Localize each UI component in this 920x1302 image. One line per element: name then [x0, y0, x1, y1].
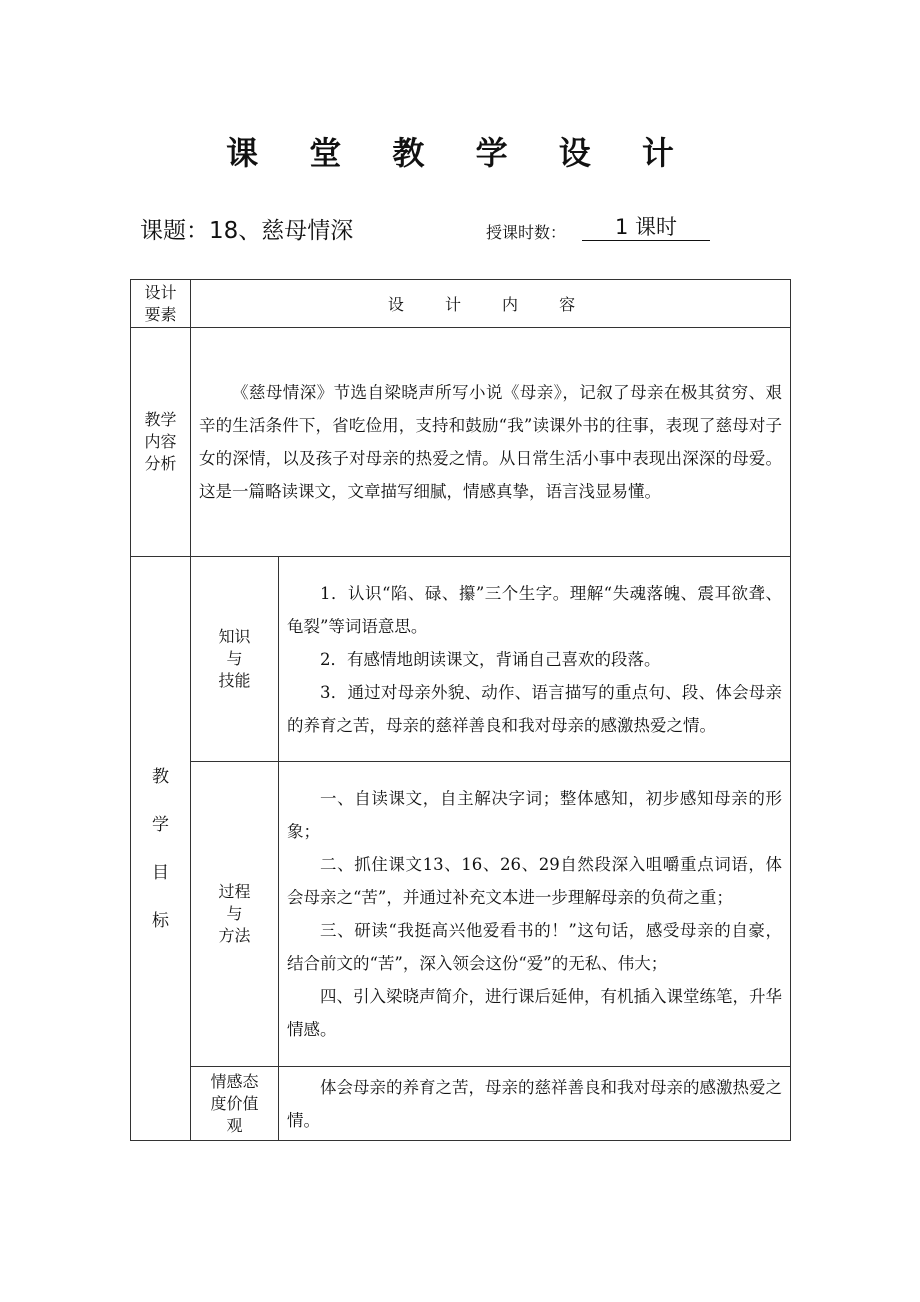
- process-label-2: 与: [226, 904, 243, 923]
- content-analysis-label: [131, 328, 191, 557]
- process-item: 二、抓住课文13、16、26、29自然段深入咀嚼重点词语，体会母亲之“苦”，并通过补充文本进一步理解母亲的负荷之重；: [287, 855, 783, 907]
- emotion-row: [131, 1067, 791, 1141]
- process-row: [131, 762, 791, 1067]
- process-methods-cell: [279, 762, 791, 1067]
- emotion-text: 体会母亲的养育之苦，母亲的慈祥善良和我对母亲的感激热爱之情。: [287, 1077, 783, 1130]
- process-methods-label: [191, 762, 279, 1067]
- lesson-subject: 课题：18、慈母情深: [140, 218, 354, 244]
- knowledge-row: [131, 557, 791, 762]
- class-hours-value: 1 课时: [582, 214, 710, 241]
- emotion-label-2: 度价值: [210, 1093, 259, 1113]
- knowledge-item: 3．通过对母亲外貌、动作、语言描写的重点句、段、体会母亲的养育之苦，母亲的慈祥善良和我对母亲的感激热爱之情。: [287, 682, 783, 735]
- document-title: 课 堂 教 学 设 计: [226, 134, 694, 172]
- knowledge-label-1: 知识: [218, 627, 251, 646]
- knowledge-skills-cell: [279, 557, 791, 762]
- knowledge-item: 1．认识“陷、碌、攥”三个生字。理解“失魂落魄、震耳欲聋、龟裂”等词语意思。: [287, 583, 783, 636]
- content-analysis-text: 《慈母情深》节选自梁晓声所写小说《母亲》，记叙了母亲在极其贫穷、艰辛的生活条件下，省吃俭用，支持和鼓励“我”读课外书的往事，表现了慈母对子女的深情，以及孩子对母亲的热爱之情。从日常生活小事中表现出深深的母爱。这是一篇略读课文，文章描写细腻，情感真挚，语言浅显易懂。: [199, 383, 783, 501]
- content-analysis-cell: [191, 328, 791, 557]
- knowledge-item: 2．有感情地朗读课文，背诵自己喜欢的段落。: [320, 649, 661, 669]
- knowledge-skills-label: [191, 557, 279, 762]
- design-elements-label-1: 设计: [144, 282, 177, 302]
- process-label-3: 方法: [218, 926, 251, 945]
- design-table: [130, 279, 791, 1141]
- design-content-header: 设 计 内 容: [191, 280, 791, 328]
- process-label-1: 过程: [218, 882, 251, 901]
- header-row: [131, 280, 791, 328]
- teaching-goals-label: [131, 557, 191, 1141]
- emotion-values-label: [191, 1067, 279, 1141]
- goals-label-char-1: 教: [152, 766, 169, 787]
- process-item: 一、自读课文，自主解决字词；整体感知，初步感知母亲的形象；: [287, 789, 783, 841]
- analysis-label-2: 内容: [144, 432, 177, 451]
- analysis-label-3: 分析: [144, 454, 177, 473]
- goals-label-char-3: 目: [152, 862, 169, 883]
- knowledge-label-2: 与: [226, 649, 243, 668]
- knowledge-label-3: 技能: [218, 671, 251, 690]
- design-elements-label-2: 要素: [144, 304, 177, 324]
- class-hours-label: 授课时数：: [486, 223, 567, 242]
- goals-label-char-2: 学: [152, 814, 169, 835]
- process-item: 三、研读“我挺高兴他爱看书的！”这句话，感受母亲的自豪，结合前文的“苦”，深入领会这份“爱”的无私、伟大；: [287, 921, 783, 973]
- goals-label-char-4: 标: [152, 910, 169, 931]
- design-elements-header: [131, 280, 191, 328]
- emotion-label-1: 情感态: [210, 1071, 259, 1091]
- content-analysis-row: [131, 328, 791, 557]
- emotion-values-cell: [279, 1067, 791, 1141]
- analysis-label-1: 教学: [144, 410, 177, 429]
- process-item: 四、引入梁晓声简介，进行课后延伸，有机插入课堂练笔，升华情感。: [287, 987, 783, 1039]
- emotion-label-3: 观: [226, 1115, 243, 1135]
